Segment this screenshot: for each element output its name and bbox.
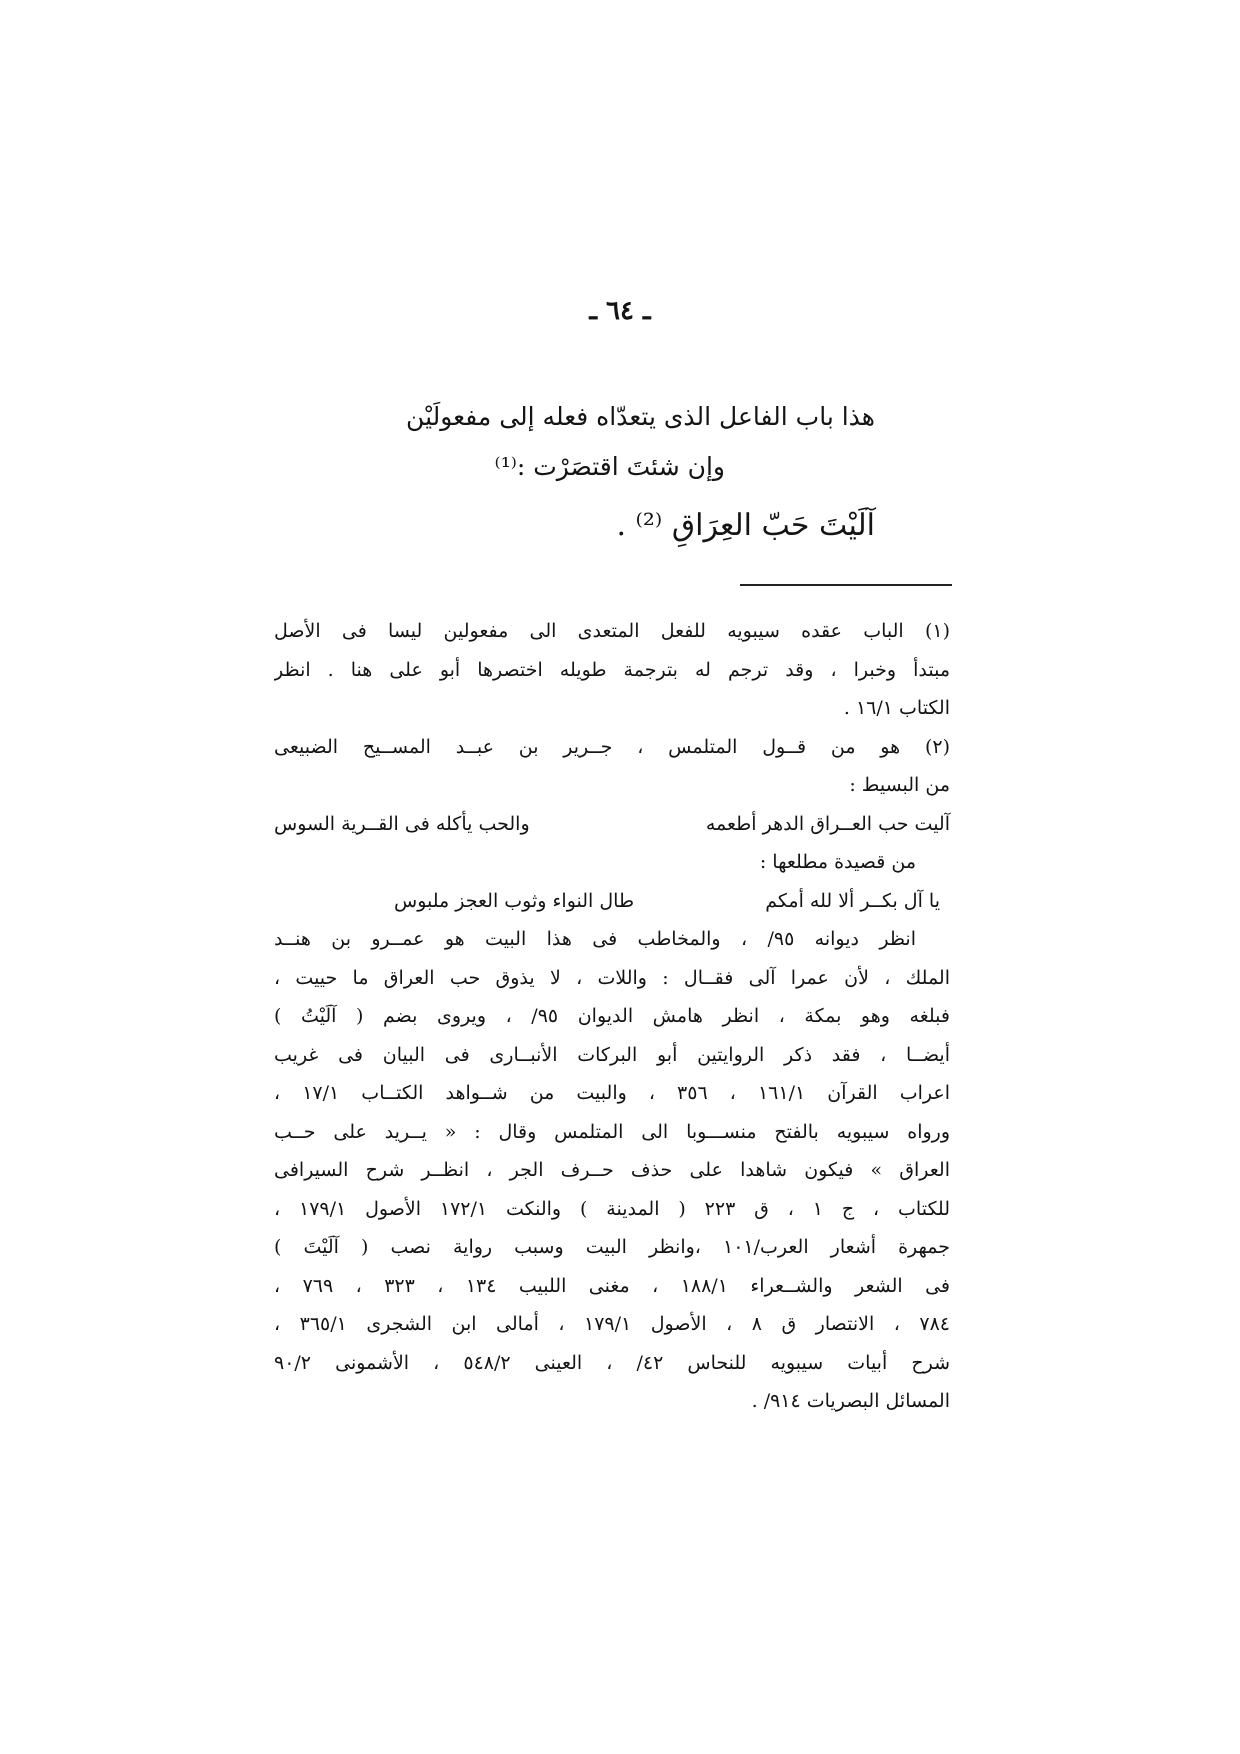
- footnote-line: الملك ، لأن عمرا آلى فقــال : واللات ، لا يذوق حب العراق ما حييت ،: [274, 966, 950, 989]
- footnote-line: فى الشعر والشــعراء ١٨٨/١ ، مغنى اللبيب ١٣٤ ، ٣٢٣ ، ٧٦٩ ،: [274, 1274, 950, 1297]
- footnote-line: مبتدأ وخبرا ، وقد ترجم له بترجمة طويله اختصرها أبو على هنا . انظر: [274, 658, 950, 681]
- verse-first-hemistich: آليت حب العــراق الدهر أطعمه: [705, 812, 950, 835]
- verse-line: [274, 805, 950, 844]
- verse-second-hemistich: والحب يأكله فى القــرية السوس: [274, 812, 530, 835]
- footnote-line: انظر ديوانه ٩٥/ ، والمخاطب فى هذا البيت هو عمــرو بن هنــد: [274, 928, 916, 950]
- footnote-line: المسائل البصريات ٩١٤/ .: [751, 1390, 950, 1412]
- footnotes: [274, 612, 950, 1421]
- heading-title: هذا باب الفاعل الذى يتعدّاه فعله إلى مفعولَيْن: [406, 402, 875, 431]
- footnote-line: للكتاب ، ج ١ ، ق ٢٢٣ ( المدينة ) والنكت ١٧٢/١ الأصول ١٧٩/١ ،: [274, 1197, 950, 1220]
- footnote-line: اعراب القرآن ١٦١/١ ، ٣٥٦ ، والبيت من شــواهد الكتــاب ١٧/١ ،: [274, 1082, 950, 1104]
- footnote-line: أيضــا ، فقد ذكر الروايتين أبو البركات الأنبــارى فى البيان فى غريب: [274, 1043, 950, 1066]
- footnote-line: فبلغه وهو بمكة ، انظر هامش الديوان ٩٥/ ، ويروى بضم ( آلَيْتُ ): [274, 1005, 950, 1027]
- footnote-line: (٢) هو من قــول المتلمس ، جــرير بن عبــد المســيح الضبيعى: [274, 735, 950, 758]
- footnote-line: شرح أبيات سيبويه للنحاس ٤٢/ ، العينى ٥٤٨/٢ ، الأشمونى ٩٠/٢: [274, 1351, 950, 1374]
- page-number: ـ ٦٤ ـ: [589, 296, 651, 326]
- verse-second-hemistich: طال النواء وثوب العجز ملبوس: [394, 889, 635, 912]
- footnote-divider: [740, 584, 952, 586]
- footnote-2: [274, 728, 950, 1421]
- verse-line: [274, 882, 950, 921]
- footnote-line: العراق » فيكون شاهدا على حذف حــرف الجر ، انظــر شرح السيرافى: [274, 1159, 950, 1181]
- footnote-line: من البسيط :: [849, 774, 950, 796]
- footnote-line: ٧٨٤ ، الانتصار ق ٨ ، الأصول ١٧٩/١ ، أمالى ابن الشجرى ٣٦٥/١ ،: [274, 1313, 950, 1335]
- heading-subtitle: وإن شئتَ اقتصَرْت :⁽¹⁾: [494, 452, 725, 481]
- footnote-line: من قصيدة مطلعها :: [759, 851, 916, 873]
- footnote-1: [274, 612, 950, 728]
- heading-example: آلَيْتَ حَبّ العِرَاقِ ⁽²⁾ .: [616, 508, 875, 543]
- footnote-line: جمهرة أشعار العرب/١٠١ ،وانظر البيت وسبب رواية نصب ( آلَيْتَ ): [274, 1236, 950, 1258]
- footnote-line: (١) الباب عقده سيبويه للفعل المتعدى الى مفعولين ليسا فى الأصل: [274, 620, 950, 642]
- verse-first-hemistich: يا آل بكــر ألا لله أمكم: [765, 889, 940, 912]
- footnote-line: الكتاب ١٦/١ .: [843, 697, 950, 719]
- footnote-line: ورواه سيبويه بالفتح منســـوبا الى المتلمس وقال : « يــريد على حــب: [274, 1120, 950, 1143]
- chapter-heading: [335, 392, 875, 556]
